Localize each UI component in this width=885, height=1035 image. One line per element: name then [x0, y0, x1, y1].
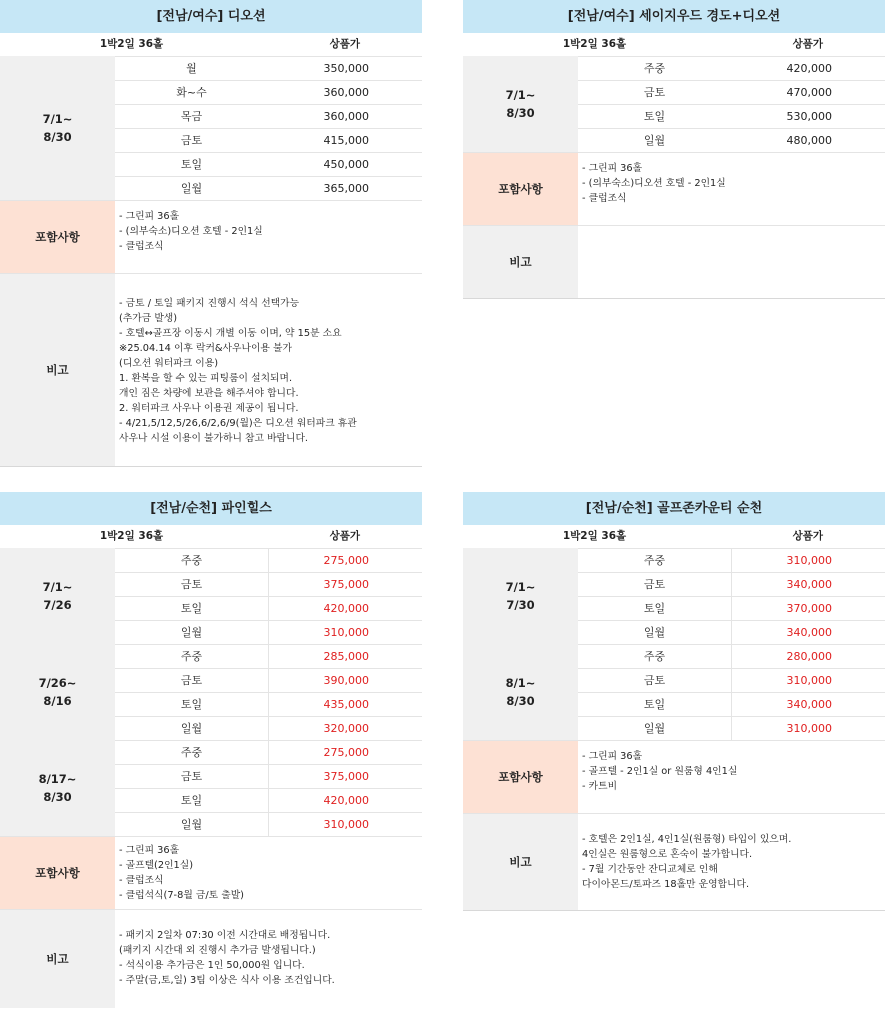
product-card-dioshen: [0, 0, 422, 467]
table-header: [463, 525, 885, 548]
note-label: 비고: [463, 814, 578, 910]
price-row: 토일 420,000: [115, 596, 422, 620]
divider: [463, 298, 885, 299]
price-row: 일월 310,000: [578, 716, 885, 740]
price-row: 일월 310,000: [115, 812, 422, 836]
period-label: 7/1~ 8/30: [0, 56, 115, 200]
period-label: 7/1~ 7/30: [463, 548, 578, 644]
price-row: 금토 390,000: [115, 668, 422, 692]
card-title: [전남/여수] 디오션: [0, 0, 422, 33]
price-row: 토일 370,000: [578, 596, 885, 620]
price-row: 금토 470,000: [578, 80, 885, 104]
price-row: 주중 310,000: [578, 548, 885, 572]
card-title: [전남/여수] 세이지우드 경도+디오션: [463, 0, 885, 33]
divider: [463, 910, 885, 911]
header-label: 1박2일 36홀: [562, 38, 627, 50]
price-row: 일월 310,000: [115, 620, 422, 644]
price-row: 토일 530,000: [578, 104, 885, 128]
include-label: 포함사항: [0, 201, 115, 273]
price-header: 상품가: [329, 530, 360, 542]
table-header: [0, 33, 422, 56]
table-header: [463, 33, 885, 56]
card-title: [전남/순천] 골프존카운티 순천: [463, 492, 885, 525]
period-label: 7/1~ 8/30: [463, 56, 578, 152]
price-row: 금토 415,000: [115, 128, 422, 152]
price-row: 주중 420,000: [578, 56, 885, 80]
period-label: 8/17~ 8/30: [0, 740, 115, 836]
product-card-pinehills: [0, 492, 422, 1008]
note-text: [578, 226, 885, 298]
price-header: 상품가: [792, 38, 823, 50]
price-row: 토일 435,000: [115, 692, 422, 716]
header-label: 1박2일 36홀: [562, 530, 627, 542]
price-row: 일월 320,000: [115, 716, 422, 740]
include-text: - 그린피 36홀 - 골프텔 - 2인1실 or 원룸형 4인1실 - 카트비: [582, 751, 738, 792]
price-row: 토일 340,000: [578, 692, 885, 716]
product-card-golfzon-county: [463, 492, 885, 911]
price-row: 일월 340,000: [578, 620, 885, 644]
header-label: 1박2일 36홀: [99, 38, 164, 50]
price-header: 상품가: [329, 38, 360, 50]
price-row: 일월 480,000: [578, 128, 885, 152]
include-text: - 그린피 36홀 - (의부숙소)디오션 호텔 - 2인1실 - 클럽조식: [582, 163, 726, 204]
price-row: 주중 285,000: [115, 644, 422, 668]
include-label: 포함사항: [463, 741, 578, 813]
note-text: - 패키지 2일차 07:30 이전 시간대로 배정됩니다. (패키지 시간대 외 진행시 추가금 발생됩니다.) - 석식이용 추가금은 1인 50,000원 입니다. - 주말(금,토,일) 3팀 이상은 식사 이용 조건입니다.: [119, 930, 335, 986]
price-row: 금토 375,000: [115, 572, 422, 596]
product-card-sagewood: [463, 0, 885, 299]
header-label: 1박2일 36홀: [99, 530, 164, 542]
include-text: - 그린피 36홀 - (의부숙소)디오션 호텔 - 2인1실 - 클럽조식: [119, 211, 263, 252]
period-label: 8/1~ 8/30: [463, 644, 578, 740]
period-label: 7/26~ 8/16: [0, 644, 115, 740]
include-text: - 그린피 36홀 - 골프텔(2인1실) - 클럽조식 - 클럽석식(7-8월 금/토 출발): [119, 845, 244, 901]
period-label: 7/1~ 7/26: [0, 548, 115, 644]
include-label: 포함사항: [463, 153, 578, 225]
price-row: 토일 420,000: [115, 788, 422, 812]
note-text: - 호텔은 2인1실, 4인1실(원룸형) 타입이 있으며. 4인실은 원룸형으로 혼숙이 불가합니다. - 7월 기간동안 잔디교체로 인해 다이아몬드/토파즈 18홀만 운영합니다.: [582, 834, 792, 890]
note-label: 비고: [463, 226, 578, 298]
note-text: - 금토 / 토일 패키지 진행시 석식 선택가능 (추가금 발생) - 호텔↔골프장 이동시 개별 이동 이며, 약 15분 소요 ※25.04.14 이후 락커&사우나이용 불가 (디오션 워터파크 이용) 1. 환복을 할 수 있는 피팅룸이 설치되며. 개인 짐은 차량에 보관을 해주셔야 합니다. 2. 워터파크 사우나 이용권 제공이 됩니다. - 4/21,5/12,5/26,6/2,6/9(월)은 디오션 워터파크 휴관 사우나 시설 이용이 불가하니 참고 바랍니다.: [119, 298, 357, 444]
price-row: 월 350,000: [115, 56, 422, 80]
include-label: 포함사항: [0, 837, 115, 909]
price-row: 금토 310,000: [578, 668, 885, 692]
price-header: 상품가: [792, 530, 823, 542]
price-row: 주중 280,000: [578, 644, 885, 668]
price-row: 일월 365,000: [115, 176, 422, 200]
price-row: 금토 340,000: [578, 572, 885, 596]
price-row: 주중 275,000: [115, 740, 422, 764]
card-title: [전남/순천] 파인힐스: [0, 492, 422, 525]
price-row: 주중 275,000: [115, 548, 422, 572]
divider: [0, 466, 422, 467]
price-row: 토일 450,000: [115, 152, 422, 176]
price-row: 화~수 360,000: [115, 80, 422, 104]
price-row: 목금 360,000: [115, 104, 422, 128]
note-label: 비고: [0, 274, 115, 466]
table-header: [0, 525, 422, 548]
price-row: 금토 375,000: [115, 764, 422, 788]
note-label: 비고: [0, 910, 115, 1008]
